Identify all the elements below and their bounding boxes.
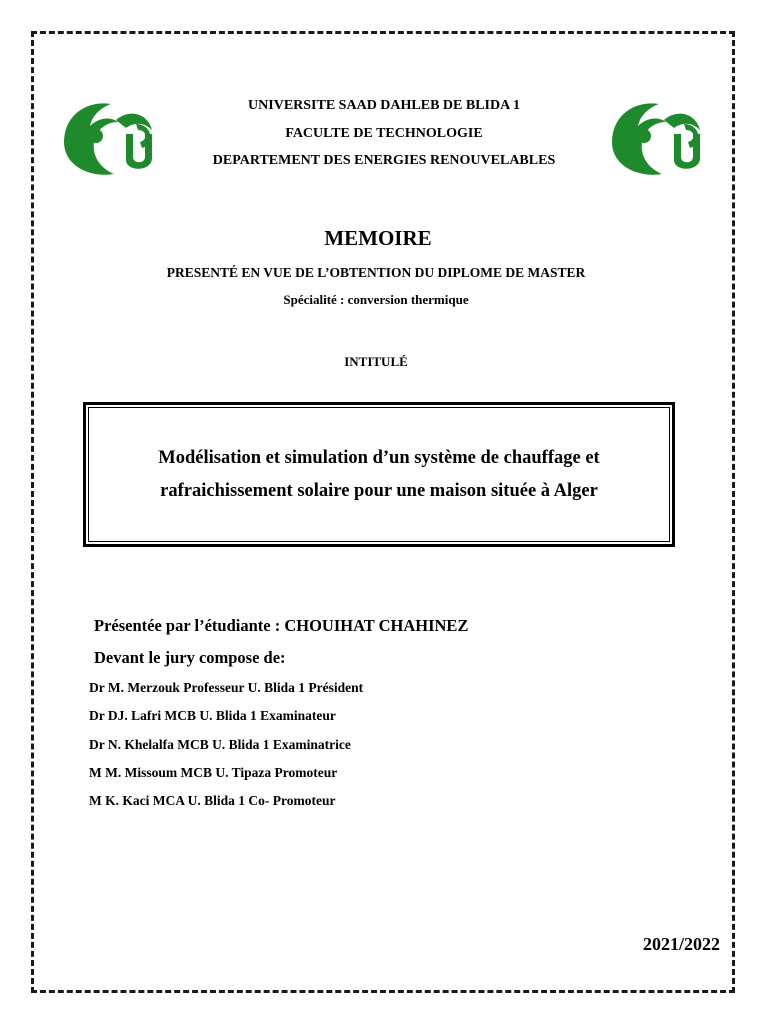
thesis-title-line-1: Modélisation et simulation d’un système de chauffage et xyxy=(158,447,600,468)
jury-member: Dr N. Khelalfa MCB U. Blida 1 Examinatrice xyxy=(89,737,351,752)
thesis-title-line-2: rafraichissement solaire pour une maison située à Alger xyxy=(160,480,598,501)
jury-member: M K. Kaci MCA U. Blida 1 Co- Promoteur xyxy=(89,793,336,808)
document-type: MEMOIRE xyxy=(324,226,432,250)
jury-label: Devant le jury compose de: xyxy=(94,648,286,667)
academic-year: 2021/2022 xyxy=(642,934,720,954)
thesis-title-box xyxy=(83,402,675,547)
department-name: DEPARTEMENT DES ENERGIES RENOUVELABLES xyxy=(212,153,556,168)
thesis-title-inner-frame xyxy=(88,407,670,542)
jury-member: Dr DJ. Lafri MCB U. Blida 1 Examinateur xyxy=(89,708,336,723)
intitule-label: INTITULÉ xyxy=(344,354,408,369)
speciality: Spécialité : conversion thermique xyxy=(283,292,469,307)
university-name: UNIVERSITE SAAD DAHLEB DE BLIDA 1 xyxy=(248,98,520,113)
jury-member: Dr M. Merzouk Professeur U. Blida 1 Président xyxy=(89,680,364,695)
faculty-name: FACULTE DE TECHNOLOGIE xyxy=(285,126,483,141)
student-presented-by: Présentée par l’étudiante : CHOUIHAT CHAHINEZ xyxy=(94,616,469,635)
document-purpose: PRESENTÉ EN VUE DE L’OBTENTION DU DIPLOME DE MASTER xyxy=(166,265,586,280)
jury-member: M M. Missoum MCB U. Tipaza Promoteur xyxy=(89,765,338,780)
